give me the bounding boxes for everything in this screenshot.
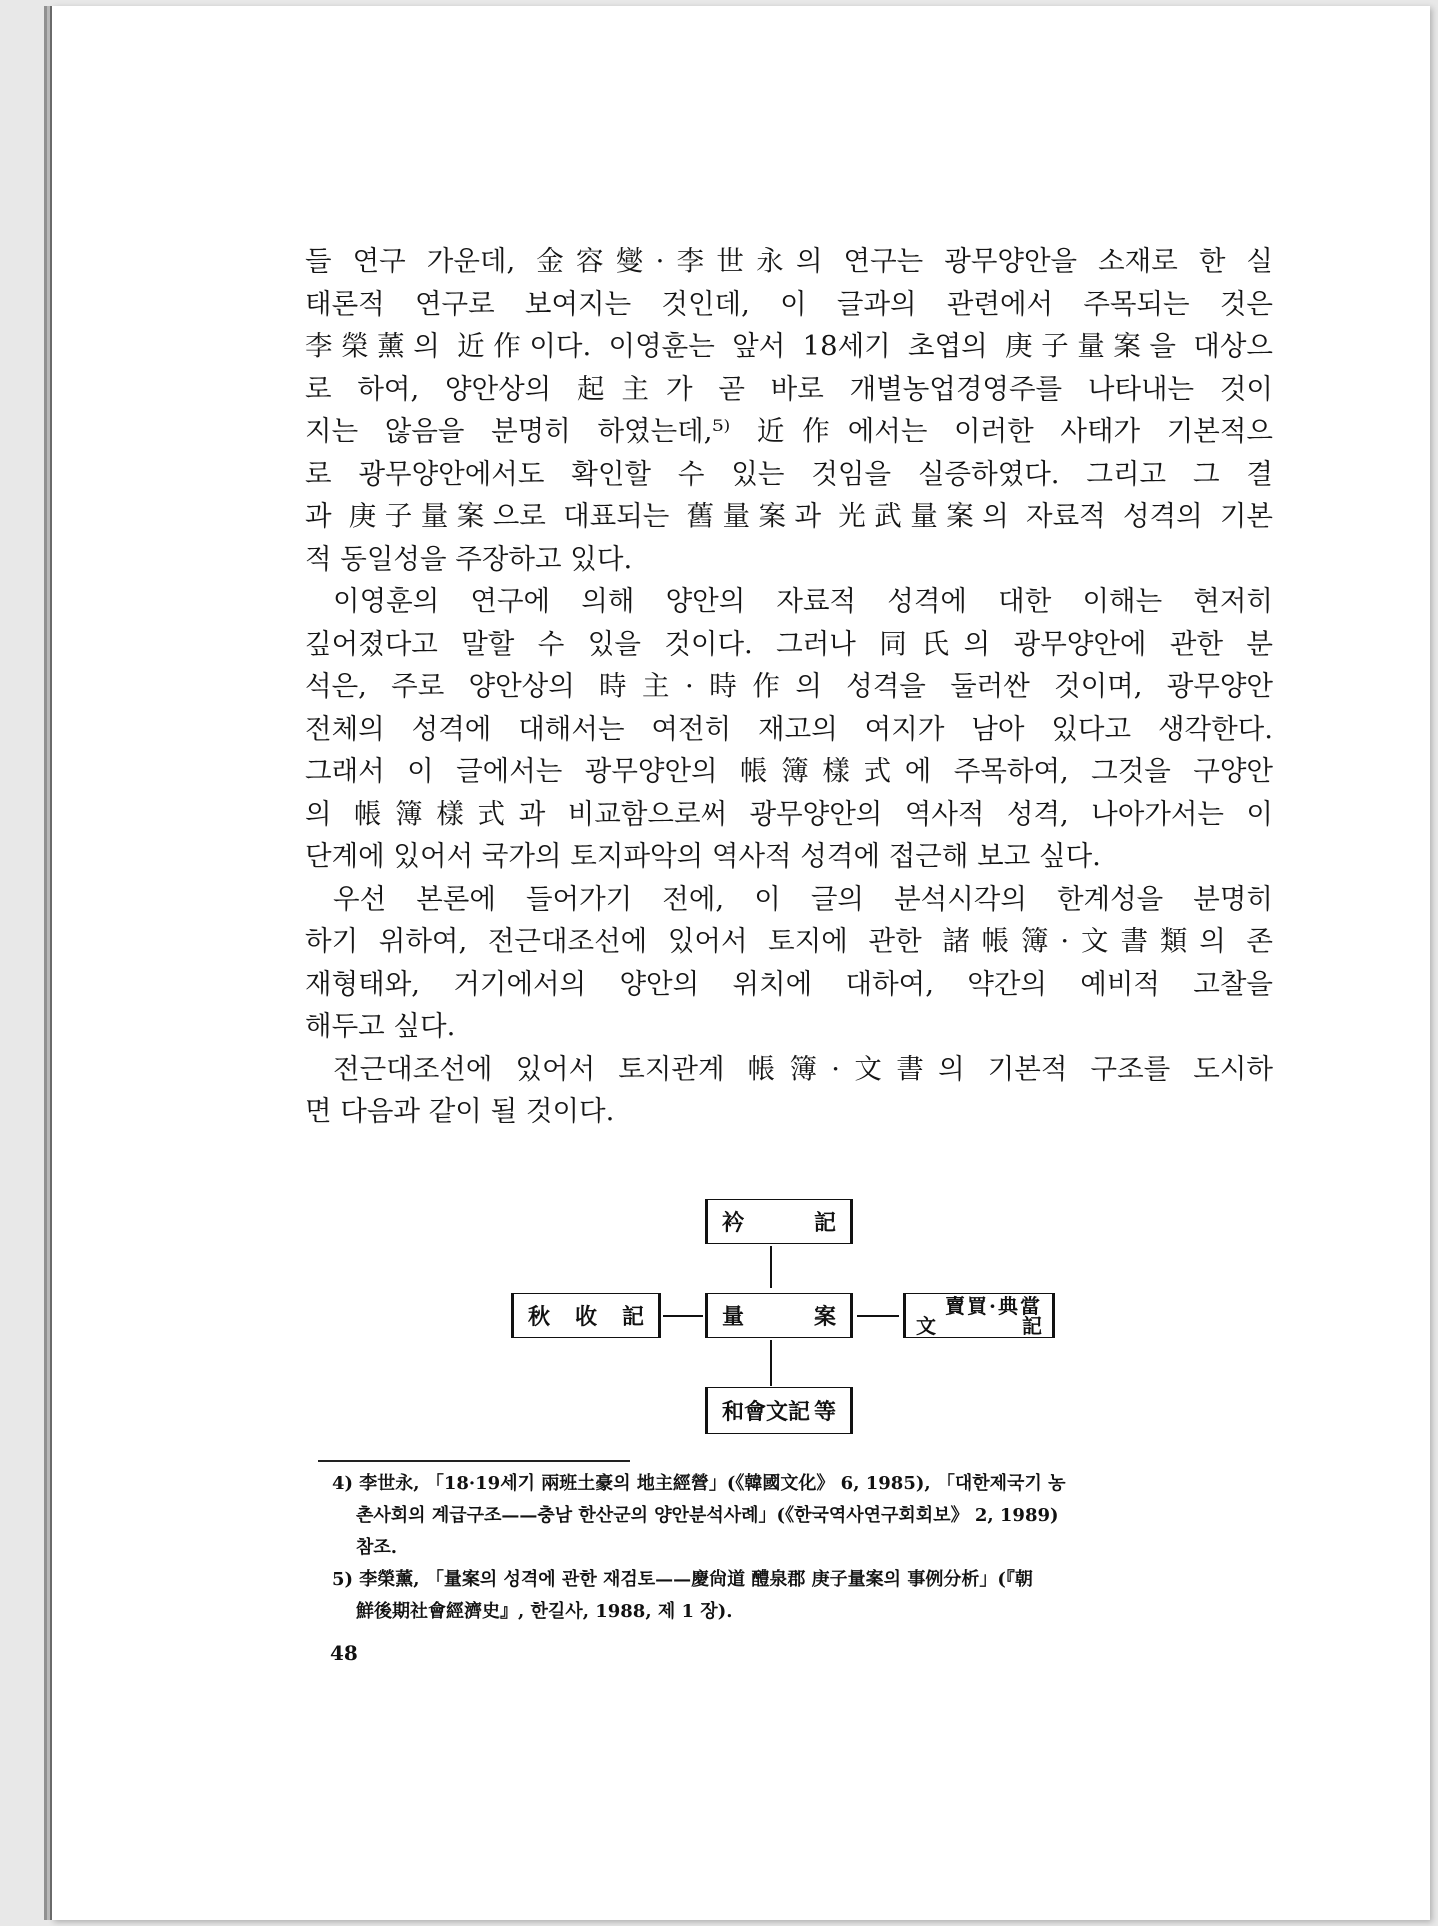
text-line: 로 광무양안에서도 확인할 수 있는 것임을 실증하였다. 그리고 그 결	[305, 457, 1273, 490]
footnotes	[332, 1468, 1272, 1628]
footnote-line: 4) 李世永, 「18·19세기 兩班土豪의 地主經營」(《韓國文化》 6, 1985), 「대한제국기 농	[332, 1473, 1066, 1494]
text-line: 하기 위하여, 전근대조선에 있어서 토지에 관한 諸帳簿·文書類의 존	[305, 925, 1273, 957]
paragraph-2	[305, 580, 1273, 878]
text-line: 과 庚子量案으로 대표되는 舊量案과 光武量案의 자료적 성격의 기본	[305, 500, 1273, 532]
paragraph-1	[305, 240, 1273, 580]
box-char: 衿	[722, 1210, 745, 1236]
text-line: 태론적 연구로 보여지는 것인데, 이 글과의 관련에서 주목되는 것은	[305, 287, 1273, 320]
text-line: 해두고 싶다.	[305, 1010, 456, 1042]
box-char: 收	[574, 1304, 597, 1330]
box-char: 記	[1022, 1313, 1042, 1338]
text-line: 단계에 있어서 국가의 토지파악의 역사적 성격에 접근해 보고 싶다.	[305, 840, 1101, 872]
text-line: 재형태와, 거기에서의 양안의 위치에 대하여, 약간의 예비적 고찰을	[305, 967, 1273, 1000]
paragraph-4	[305, 1048, 1273, 1133]
footnote-5	[332, 1564, 1272, 1628]
footnote-line: 촌사회의 계급구조——충남 한산군의 양안분석사례」(《한국역사연구회회보》 2, 1989)	[356, 1505, 1059, 1526]
footnote-line: 5) 李榮薰, 「量案의 성격에 관한 재검토——慶尙道 醴泉郡 庚子量案의 事例分析」(『朝	[332, 1569, 1033, 1590]
text-line: 그래서 이 글에서는 광무양안의 帳簿樣式에 주목하여, 그것을 구양안	[305, 755, 1273, 787]
text-line: 李榮薰의 近作이다. 이영훈는 앞서 18세기 초엽의 庚子量案을 대상으	[305, 330, 1273, 362]
book-spine	[46, 10, 49, 1916]
box-char: 和會文記	[722, 1399, 811, 1425]
text-line: 이영훈의 연구에 의해 양안의 자료적 성격에 대한 이해는 현저히	[333, 585, 1273, 617]
text-line: 적 동일성을 주장하고 있다.	[305, 542, 633, 575]
box-char: 秋	[528, 1304, 551, 1330]
box-char: 等	[813, 1399, 836, 1425]
text-line: 의 帳簿樣式과 비교함으로써 광무양안의 역사적 성격, 나아가서는 이	[305, 797, 1273, 830]
footnote-line: 鮮後期社會經濟史』, 한길사, 1988, 제 1 장).	[356, 1601, 733, 1622]
page-number: 48	[330, 1641, 358, 1665]
footnote-rule	[318, 1460, 630, 1462]
text-line: 지는 않음을 분명히 하였는데,⁵⁾ 近作에서는 이러한 사태가 기본적으	[305, 415, 1273, 447]
box-char: 記	[813, 1210, 836, 1236]
text-line: 석은, 주로 양안상의 時主·時作의 성격을 둘러싼 것이며, 광무양안	[305, 670, 1273, 702]
box-char: 記	[621, 1304, 644, 1330]
box-char: 案	[813, 1304, 836, 1330]
box-char: 文	[916, 1313, 936, 1338]
body-text	[305, 240, 1273, 1133]
paragraph-3	[305, 878, 1273, 1048]
text-line: 면 다음과 같이 될 것이다.	[305, 1095, 615, 1127]
box-line: 賣買·典當	[945, 1293, 1042, 1318]
text-line: 깊어졌다고 말할 수 있을 것이다. 그러나 同氏의 광무양안에 관한 분	[305, 627, 1273, 660]
box-char: 量	[722, 1304, 745, 1330]
text-line: 우선 본론에 들어가기 전에, 이 글의 분석시각의 한계성을 분명히	[333, 882, 1273, 915]
text-line: 들 연구 가운데, 金容燮·李世永의 연구는 광무양안을 소재로 한 실	[305, 245, 1273, 277]
text-line: 전체의 성격에 대해서는 여전히 재고의 여지가 남아 있다고 생각한다.	[305, 712, 1273, 745]
text-line: 로 하여, 양안상의 起主가 곧 바로 개별농업경영주를 나타내는 것이	[305, 372, 1273, 405]
footnote-line: 참조.	[356, 1537, 398, 1558]
footnote-4	[332, 1468, 1272, 1564]
text-line: 전근대조선에 있어서 토지관계 帳簿·文書의 기본적 구조를 도시하	[333, 1052, 1273, 1085]
